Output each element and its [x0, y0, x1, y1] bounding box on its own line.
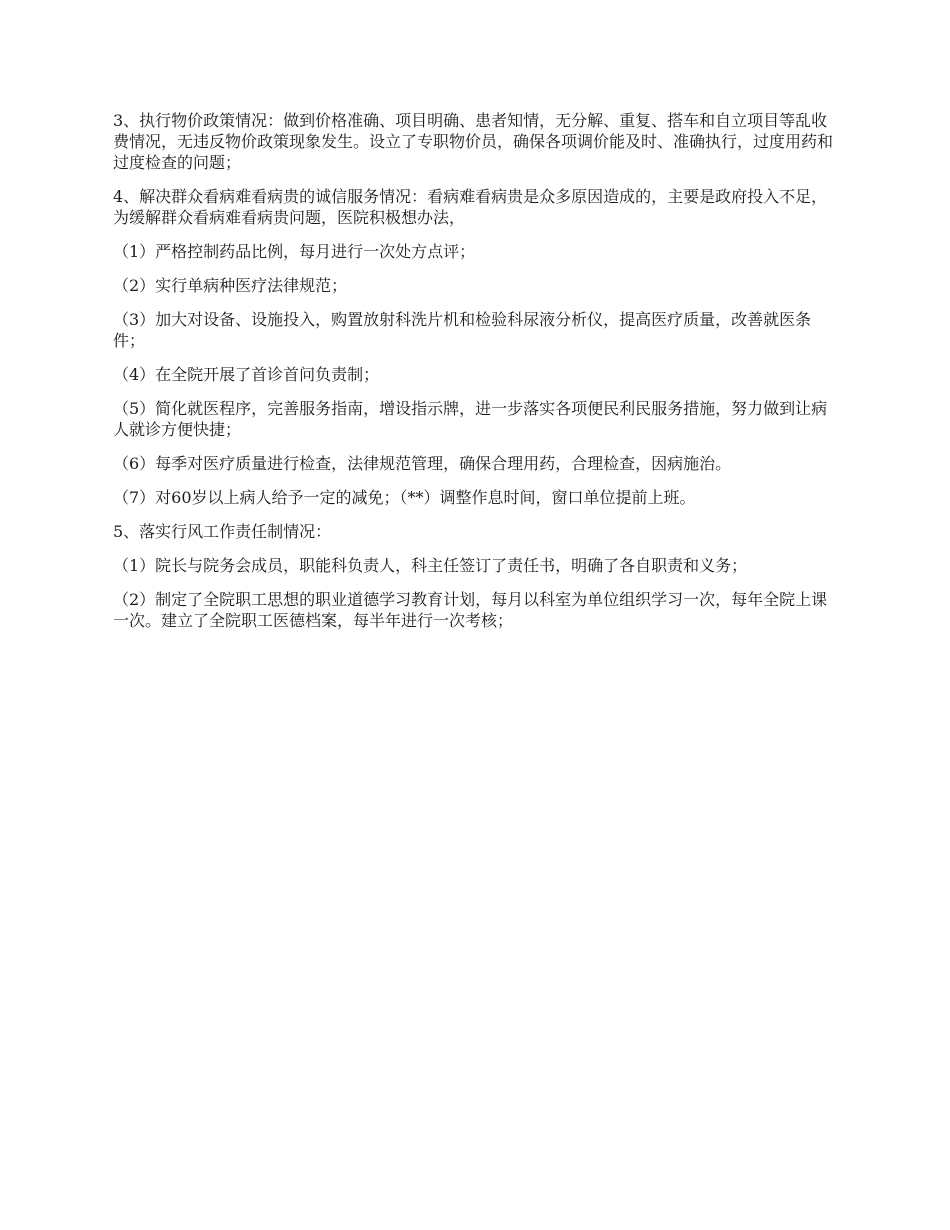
paragraph-responsibility-system: 5、落实行风工作责任制情况： [113, 522, 332, 541]
list-item-ethics-education: （2）制定了全院职工思想的职业道德学习教育计划，每月以科室为单位组织学习一次，每年全院上课一次。建立了全院职工医德档案，每半年进行一次考核； [113, 590, 828, 630]
list-item-drug-ratio: （1）严格控制药品比例，每月进行一次处方点评； [113, 242, 476, 261]
paragraph-integrity-service: 4、解决群众看病难看病贵的诚信服务情况：看病难看病贵是众多原因造成的，主要是政府投入不足，为缓解群众看病难看病贵问题，医院积极想办法， [113, 187, 828, 227]
list-item-elderly-discount: （7）对60岁以上病人给予一定的减免；（**）调整作息时间，窗口单位提前上班。 [113, 488, 696, 507]
list-item-quality-check: （6）每季对医疗质量进行检查，法律规范管理，确保合理用药，合理检查，因病施治。 [113, 454, 732, 473]
list-item-first-diagnosis: （4）在全院开展了首诊首问负责制； [113, 365, 380, 384]
list-item-simplify-procedure: （5）简化就医程序，完善服务指南，增设指示牌，进一步落实各项便民利民服务措施，努力做到让病人就诊方便快捷； [113, 399, 828, 439]
list-item-equipment-investment: （3）加大对设备、设施投入，购置放射科洗片机和检验科尿液分析仪，提高医疗质量，改善就医条件； [113, 310, 812, 350]
paragraph-price-policy: 3、执行物价政策情况：做到价格准确、项目明确、患者知情，无分解、重复、搭车和自立项目等乱收费情况，无违反物价政策现象发生。设立了专职物价员，确保各项调价能及时、准确执行，过度用药和过度检查的问题； [113, 111, 834, 172]
list-item-single-disease: （2）实行单病种医疗法律规范； [113, 276, 348, 295]
list-item-responsibility-letter: （1）院长与院务会成员，职能科负责人，科主任签订了责任书，明确了各自职责和义务； [113, 556, 748, 575]
document-body [113, 110, 843, 644]
